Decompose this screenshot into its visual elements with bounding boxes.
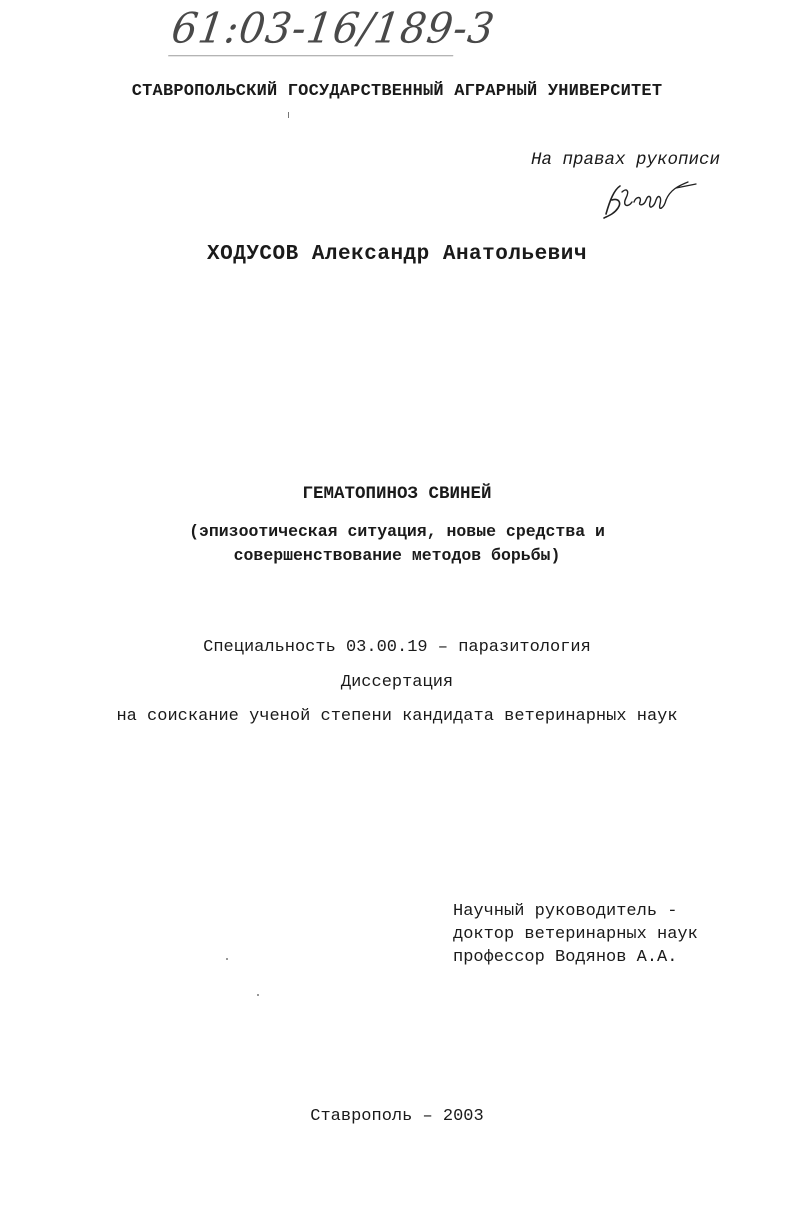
specialty-line: Специальность 03.00.19 – паразитология — [203, 638, 591, 657]
scan-speck — [257, 994, 259, 996]
advisor-degree: доктор ветеринарных наук — [453, 925, 698, 944]
advisor-role: Научный руководитель - — [453, 902, 678, 921]
dissertation-subtitle-line-1: (эпизоотическая ситуация, новые средства и — [189, 522, 605, 541]
degree-line: на соискание ученой степени кандидата ветеринарных наук — [116, 707, 678, 726]
university-name: СТАВРОПОЛЬСКИЙ ГОСУДАРСТВЕННЫЙ АГРАРНЫЙ УНИВЕРСИТЕТ — [131, 82, 663, 101]
dissertation-subtitle-line-2: совершенствование методов борьбы) — [233, 546, 561, 565]
dissertation-title: ГЕМАТОПИНОЗ СВИНЕЙ — [302, 484, 492, 504]
author-name: ХОДУСОВ Александр Анатольевич — [207, 243, 587, 266]
archive-number-underline — [168, 55, 453, 56]
scan-speck — [226, 958, 228, 960]
city-and-year: Ставрополь – 2003 — [310, 1107, 484, 1126]
document-type: Диссертация — [340, 673, 454, 692]
manuscript-rights-note: На правах рукописи — [531, 150, 721, 170]
advisor-name: профессор Водянов А.А. — [453, 948, 678, 967]
handwritten-signature-icon — [600, 178, 700, 222]
handwritten-archive-number: 61:03-16/189-3 — [169, 5, 498, 53]
scan-speck — [288, 112, 289, 118]
